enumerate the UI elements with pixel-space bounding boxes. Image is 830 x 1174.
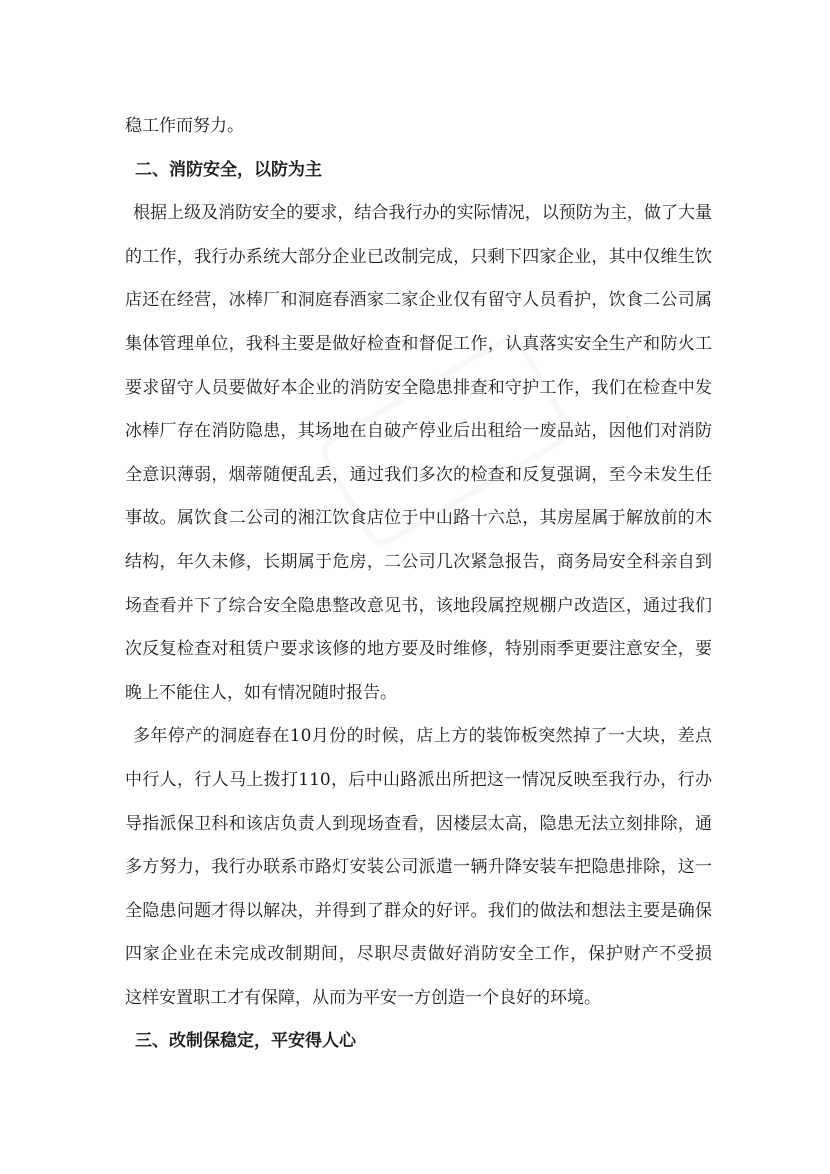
- paragraph-line: 四家企业在未完成改制期间，尽职尽责做好消防安全工作，保护财产不受损: [125, 944, 712, 965]
- document-body: [125, 105, 712, 1064]
- paragraph-line: 全意识薄弱，烟蒂随便乱丢，通过我们多次的检查和反复强调，至今未发生任: [125, 464, 712, 485]
- paragraph-line: 事故。属饮食二公司的湘江饮食店位于中山路十六总，其房屋属于解放前的木: [125, 508, 712, 529]
- paragraph-line: 要求留守人员要做好本企业的消防安全隐患排查和守护工作，我们在检查中发: [125, 377, 712, 398]
- paragraph-fire-safety: [125, 192, 712, 715]
- paragraph-line: 中行人，行人马上拨打110，后中山路派出所把这一情况反映至我行办，行办: [125, 769, 712, 790]
- paragraph-line: 晚上不能住人，如有情况随时报告。: [125, 682, 397, 703]
- paragraph-line: 多年停产的洞庭春在10月份的时候，店上方的装饰板突然掉了一大块，差点: [133, 726, 712, 747]
- paragraph-line: 店还在经营，冰棒厂和洞庭春酒家二家企业仅有留守人员看护，饮食二公司属: [125, 290, 712, 311]
- paragraph-line: 次反复检查对租赁户要求该修的地方要及时维修，特别雨季更要注意安全，要: [125, 639, 712, 660]
- paragraph-line: 导指派保卫科和该店负责人到现场查看，因楼层太高，隐患无法立刻排除，通: [125, 813, 712, 834]
- paragraph-line: 全隐患问题才得以解决，并得到了群众的好评。我们的做法和想法主要是确保: [125, 900, 712, 921]
- section-heading-3: 三、改制保稳定，平安得人心: [135, 1031, 356, 1052]
- paragraph-line: 多方努力，我行办联系市路灯安装公司派遣一辆升降安装车把隐患排除，这一: [125, 857, 712, 878]
- paragraph-line: 根据上级及消防安全的要求，结合我行办的实际情况，以预防为主，做了大量: [133, 203, 712, 224]
- paragraph-line: 这样安置职工才有保障，从而为平安一方创造一个良好的环境。: [125, 987, 601, 1008]
- section-heading-2: 二、消防安全，以防为主: [135, 159, 322, 180]
- paragraph-dongtingchun-incident: [125, 715, 712, 1020]
- paragraph-line: 集体管理单位，我科主要是做好检查和督促工作，认真落实安全生产和防火工: [125, 333, 712, 354]
- paragraph-line: 结构，年久未修，长期属于危房，二公司几次紧急报告，商务局安全科亲自到: [125, 551, 712, 572]
- paragraph-line: 冰棒厂存在消防隐患，其场地在自破产停业后出租给一废品站，因他们对消防: [125, 421, 712, 442]
- paragraph-line: 的工作，我行办系统大部分企业已改制完成，只剩下四家企业，其中仅维生饮: [125, 246, 712, 267]
- continuation-line: 稳工作而努力。: [125, 116, 244, 136]
- paragraph-line: 场查看并下了综合安全隐患整改意见书，该地段属控规棚户改造区，通过我们: [125, 595, 712, 616]
